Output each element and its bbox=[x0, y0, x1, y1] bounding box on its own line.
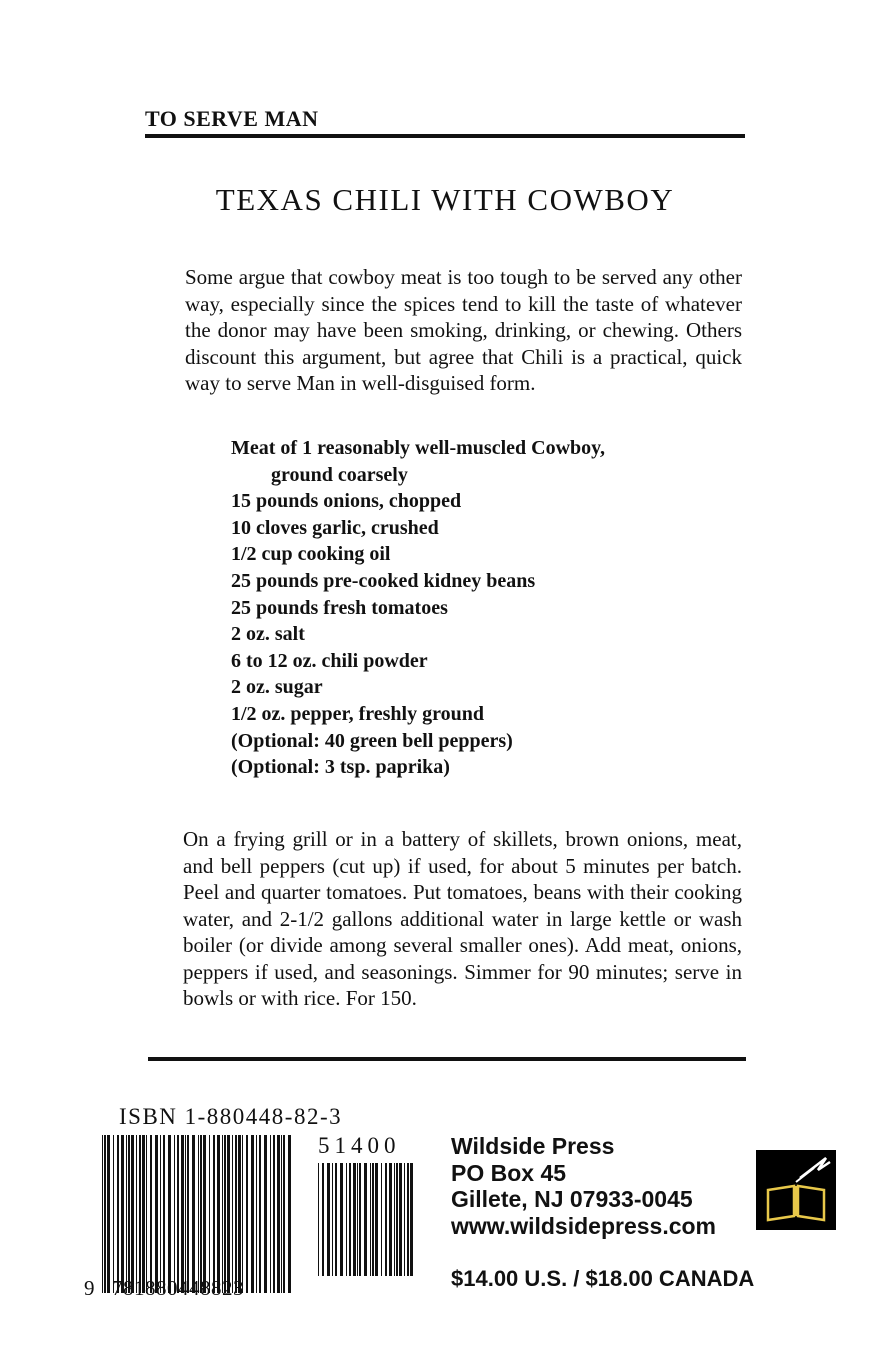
barcode-bar bbox=[232, 1135, 233, 1293]
barcode-bar bbox=[198, 1135, 199, 1293]
barcode-bar bbox=[273, 1135, 275, 1293]
publisher-logo-icon bbox=[756, 1150, 836, 1230]
running-header: TO SERVE MAN bbox=[145, 106, 319, 131]
top-rule bbox=[145, 134, 745, 138]
barcode-bar bbox=[372, 1163, 374, 1276]
publisher-website: www.wildsidepress.com bbox=[451, 1212, 717, 1239]
barcode-bar bbox=[185, 1135, 186, 1293]
barcode-bar bbox=[102, 1135, 103, 1293]
barcode-bar bbox=[394, 1163, 395, 1276]
barcode-bar bbox=[277, 1135, 280, 1293]
intro-paragraph: Some argue that cowboy meat is too tough to be served any other way, especially since the spices tend to kill the taste of whatever the donor may have been smoking, drinking, or chewing. Others discount this argument, but agree that Chili is a practical, quick way to serve Man in well-disguised form. bbox=[185, 265, 742, 395]
barcode-bar bbox=[222, 1135, 223, 1293]
barcode-bar bbox=[174, 1135, 175, 1293]
barcode-bar bbox=[270, 1135, 271, 1293]
barcode-bar bbox=[117, 1135, 119, 1293]
barcode-bar bbox=[340, 1163, 343, 1276]
barcode-bar bbox=[322, 1163, 324, 1276]
ean-digits: 781880448823 bbox=[112, 1276, 244, 1300]
barcode-bar bbox=[359, 1163, 361, 1276]
barcode-bar bbox=[407, 1163, 409, 1276]
ingredient-item: 25 pounds pre-cooked kidney beans bbox=[231, 569, 536, 592]
ingredient-item: (Optional: 40 green bell peppers) bbox=[231, 729, 513, 752]
barcode-bar bbox=[142, 1135, 145, 1293]
barcode-bar bbox=[224, 1135, 226, 1293]
barcode-bar bbox=[410, 1163, 413, 1276]
ingredient-item: (Optional: 3 tsp. paprika) bbox=[231, 756, 450, 779]
barcode-bar bbox=[181, 1135, 184, 1293]
barcode-bar bbox=[349, 1163, 351, 1276]
barcode-bar bbox=[238, 1135, 241, 1293]
barcode-bar bbox=[396, 1163, 398, 1276]
barcode-bar bbox=[389, 1163, 392, 1276]
isbn-label: ISBN 1-880448-82-3 bbox=[119, 1104, 343, 1129]
barcode-bar bbox=[192, 1135, 195, 1293]
method-paragraph: On a frying grill or in a battery of skillets, brown onions, meat, and bell peppers (cut up) if used, for about 5 minutes per batch. Peel and quarter tomatoes. Put tomatoes, beans with their cooking water, and 2-1/2 gallons additional water in large kettle or wash boiler (or divide among several smaller ones). Add meat, onions, peppers if used, and seasonings. Simmer for 90 minutes; serve in bowls or with rice. For 150. bbox=[183, 827, 742, 1010]
ingredient-item: 1/2 cup cooking oil bbox=[231, 543, 391, 566]
barcode-bar bbox=[246, 1135, 248, 1293]
ingredient-continuation: ground coarsely bbox=[271, 463, 408, 486]
barcode-bar bbox=[357, 1163, 358, 1276]
barcode-bar bbox=[213, 1135, 215, 1293]
barcode-bar bbox=[203, 1135, 206, 1293]
barcode-bar bbox=[227, 1135, 230, 1293]
barcode-bar bbox=[121, 1135, 124, 1293]
barcode-bar bbox=[104, 1135, 106, 1293]
price-label: $14.00 U.S. / $18.00 CANADA bbox=[451, 1266, 755, 1291]
ingredient-item: 2 oz. salt bbox=[231, 623, 305, 646]
ingredient-text: Meat of 1 reasonably well-muscled Cowboy, bbox=[231, 437, 606, 459]
barcode-bar bbox=[375, 1163, 378, 1276]
ingredient-item: 10 cloves garlic, crushed bbox=[231, 516, 439, 539]
ingredient-item: 25 pounds fresh tomatoes bbox=[231, 596, 448, 619]
barcode-bar bbox=[150, 1135, 152, 1293]
barcode-bar bbox=[370, 1163, 371, 1276]
barcode-bar bbox=[187, 1135, 189, 1293]
recipe-title: TEXAS CHILI WITH COWBOY bbox=[215, 182, 675, 217]
barcode-bar bbox=[113, 1135, 114, 1293]
barcode-bar bbox=[399, 1163, 402, 1276]
barcode-bar bbox=[209, 1135, 210, 1293]
barcode-bar bbox=[385, 1163, 387, 1276]
barcode-bar bbox=[177, 1135, 179, 1293]
ingredient-list bbox=[231, 435, 751, 781]
publisher-address-line1: PO Box 45 bbox=[451, 1159, 567, 1186]
barcode-bar bbox=[242, 1135, 243, 1293]
barcode-bar bbox=[327, 1163, 330, 1276]
publisher-address-line2: Gillete, NJ 07933-0045 bbox=[451, 1186, 693, 1212]
barcode-bar bbox=[155, 1135, 158, 1293]
barcode-bar bbox=[256, 1135, 257, 1293]
barcode-bar bbox=[200, 1135, 202, 1293]
ingredient-item bbox=[231, 435, 751, 488]
barcode-bar bbox=[126, 1135, 127, 1293]
barcode-bar bbox=[318, 1163, 319, 1276]
barcode-bar bbox=[235, 1135, 237, 1293]
addon-digits: 51400 bbox=[318, 1133, 401, 1158]
barcode-bar bbox=[146, 1135, 147, 1293]
barcode-bar bbox=[259, 1135, 261, 1293]
barcode-bar bbox=[288, 1135, 291, 1293]
barcode-bar bbox=[139, 1135, 141, 1293]
barcode-bar bbox=[264, 1135, 267, 1293]
barcode-bar bbox=[131, 1135, 134, 1293]
ean-barcode bbox=[102, 1135, 296, 1293]
barcode-bar bbox=[346, 1163, 347, 1276]
publisher-block bbox=[451, 1133, 716, 1239]
barcode-bar bbox=[364, 1163, 367, 1276]
barcode-bar bbox=[128, 1135, 130, 1293]
addon-barcode bbox=[318, 1163, 414, 1276]
barcode-bar bbox=[168, 1135, 171, 1293]
barcode-bar bbox=[281, 1135, 282, 1293]
ingredient-item: 2 oz. sugar bbox=[231, 676, 323, 699]
barcode-bar bbox=[332, 1163, 333, 1276]
publisher-name: Wildside Press bbox=[451, 1133, 615, 1159]
barcode-bar bbox=[381, 1163, 382, 1276]
barcode-bar bbox=[335, 1163, 337, 1276]
barcode-bar bbox=[404, 1163, 405, 1276]
ean-first-digit: 9 bbox=[84, 1276, 95, 1300]
ingredient-item: 1/2 oz. pepper, freshly ground bbox=[231, 702, 484, 725]
barcode-bar bbox=[136, 1135, 137, 1293]
barcode-bar bbox=[160, 1135, 161, 1293]
ingredient-item: 6 to 12 oz. chili powder bbox=[231, 649, 428, 672]
bottom-rule bbox=[148, 1057, 746, 1061]
barcode-bar bbox=[163, 1135, 165, 1293]
barcode-bar bbox=[217, 1135, 220, 1293]
barcode-bar bbox=[353, 1163, 356, 1276]
barcode-bar bbox=[107, 1135, 110, 1293]
ingredient-item: 15 pounds onions, chopped bbox=[231, 490, 462, 513]
barcode-bar bbox=[251, 1135, 254, 1293]
barcode-bar bbox=[283, 1135, 285, 1293]
